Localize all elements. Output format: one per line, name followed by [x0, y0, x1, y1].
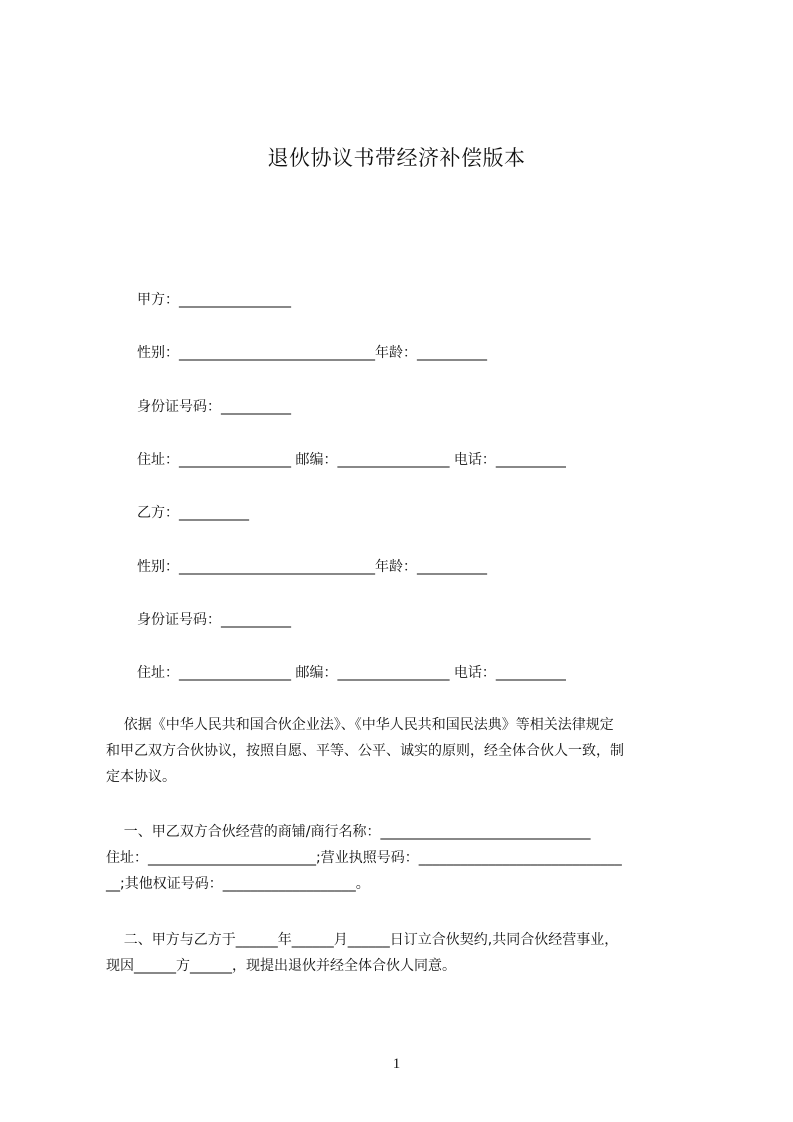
intro-line-2: 和甲乙双方合伙协议，按照自愿、平等、公平、诚实的原则，经全体合伙人一致，制	[106, 743, 624, 759]
clause-1-line-1: 一、甲乙双方合伙经营的商铺/商行名称：______________________________	[106, 824, 591, 840]
clause-2-line-1: 二、甲方与乙方于______年______月______日订立合伙契约,共同合伙经营事业，	[106, 932, 619, 948]
clause-1-paragraph	[106, 819, 700, 897]
party-a-name-line: 甲方：________________	[137, 292, 291, 308]
party-b-id-line: 身份证号码：__________	[137, 612, 291, 628]
intro-line-3: 定本协议。	[106, 769, 176, 785]
clause-2-line-2: 现因______方______，现提出退伙并经全体合伙人同意。	[106, 958, 456, 974]
intro-paragraph	[106, 712, 700, 790]
party-a-address-line: 住址：________________ 邮编：________________ 电话：__________	[137, 452, 566, 468]
clause-2-paragraph	[106, 927, 700, 979]
page-number: 1	[392, 1056, 401, 1072]
clause-1-line-3: __;其他权证号码：___________________。	[106, 876, 370, 892]
intro-line-1: 依据《中华人民共和国合伙企业法》、《中华人民共和国民法典》等相关法律规定	[106, 717, 614, 733]
party-b-address-line: 住址：________________ 邮编：________________ 电话：__________	[137, 665, 566, 681]
party-a-gender-age-line: 性别：____________________________年龄：__________	[137, 345, 487, 361]
party-b-gender-age-line: 性别：____________________________年龄：__________	[137, 559, 487, 575]
document-title: 退伙协议书带经济补偿版本	[267, 146, 526, 170]
clause-1-line-2: 住址：________________________;营业执照号码：_____________________________	[106, 850, 622, 866]
party-a-id-line: 身份证号码：__________	[137, 399, 291, 415]
party-b-name-line: 乙方：__________	[137, 505, 249, 521]
